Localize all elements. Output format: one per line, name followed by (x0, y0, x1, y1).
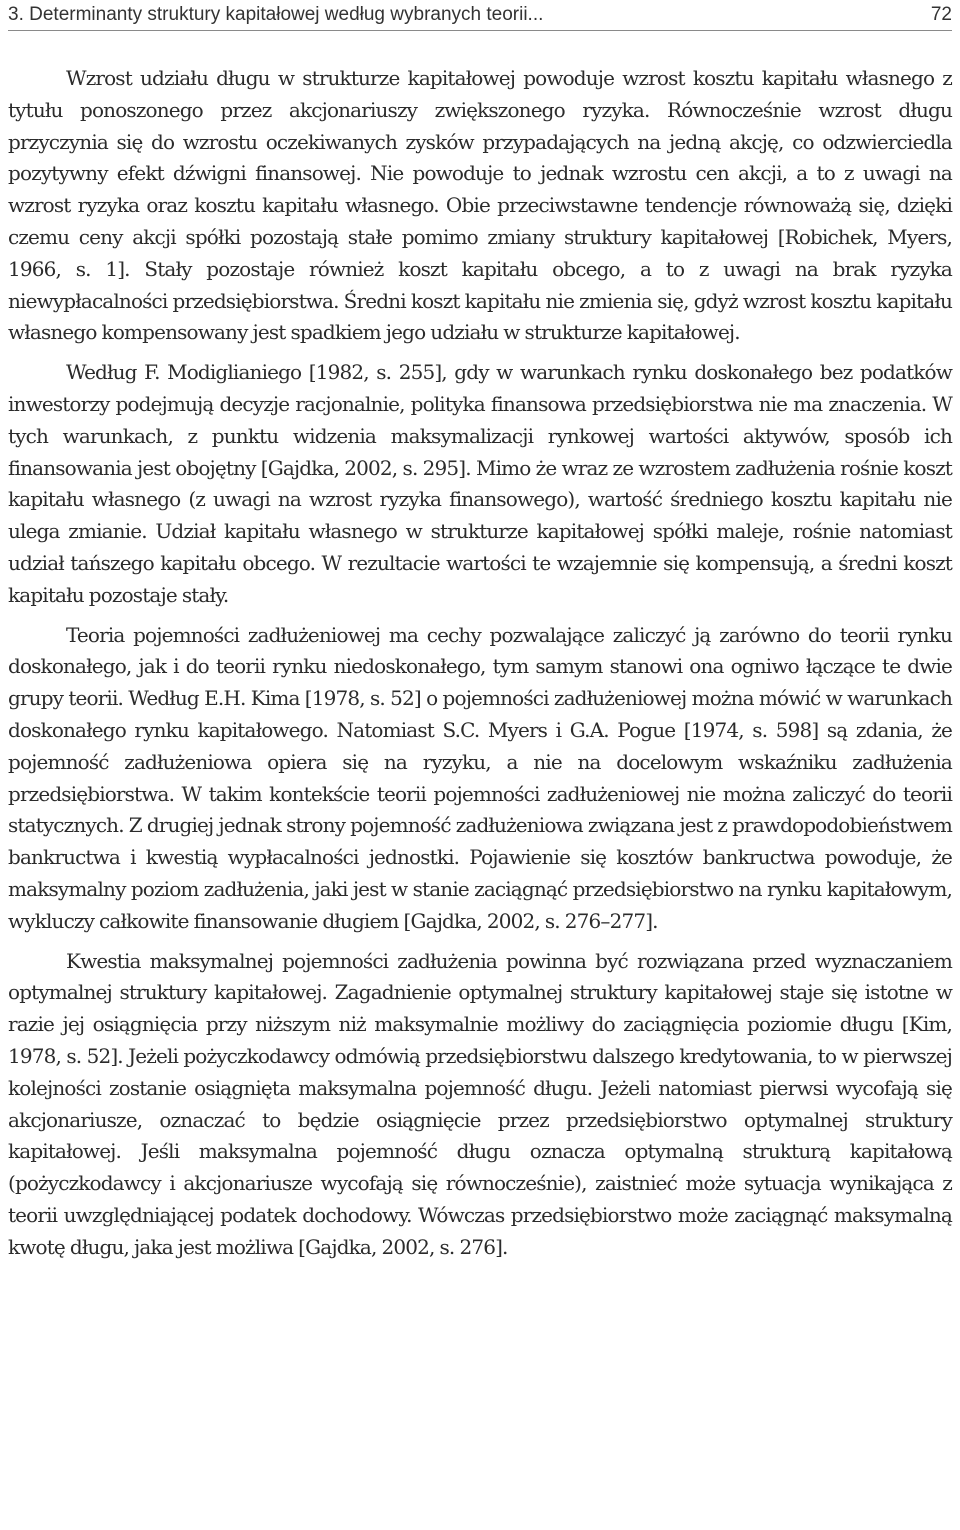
chapter-title: 3. Determinanty struktury kapitałowej według wybranych teorii... (8, 4, 544, 25)
body-text (8, 63, 952, 1271)
paragraph: Teoria pojemności zadłużeniowej ma cechy pozwalające zaliczyć ją zarówno do teorii rynku doskonałego, jak i do teorii rynku niedoskonałego, tym samym stanowi ona ogniwo łączące te dwie grupy teorii. Według E.H. Kima [1978, s. 52] o pojemności zadłużeniowej można mówić w warunkach doskonałego rynku kapitałowego. Natomiast S.C. Myers i G.A. Pogue [1974, s. 598] są zdania, że pojemność zadłużeniowa opiera się na ryzyku, a nie na docelowym wskaźniku zadłużenia przedsiębiorstwa. W takim kontekście teorii pojemności zadłużeniowej nie można zaliczyć do teorii statycznych. Z drugiej jednak strony pojemność zadłużeniowa związana jest z prawdopodobieństwem bankructwa i kwestią wypłacalności jednostki. Pojawienie się kosztów bankructwa powoduje, że maksymalny poziom zadłużenia, jaki jest w stanie zaciągnąć przedsiębiorstwo na rynku kapitałowym, wykluczy całkowite finansowanie długiem [Gajdka, 2002, s. 276–277]. (8, 622, 952, 933)
paragraph: Kwestia maksymalnej pojemności zadłużenia powinna być rozwiązana przed wyznaczaniem optymalnej struktury kapitałowej. Zagadnienie optymalnej struktury kapitałowej staje się istotne w razie jej osiągnięcia przy niższym niż maksymalnie możliwy do zaciągnięcia poziomie długu [Kim, 1978, s. 52]. Jeżeli pożyczkodawcy odmówią przedsiębiorstwu dalszego kredytowania, to w pierwszej kolejności zostanie osiągnięta maksymalna pojemność długu. Jeżeli natomiast pierwsi wycofają się akcjonariusze, oznaczać to będzie osiągnięcie przez przedsiębiorstwo optymalnej struktury kapitałowej. Jeśli maksymalna pojemność długu oznacza optymalną strukturą kapitałową (pożyczkodawcy i akcjonariusze wycofają się równocześnie), zaistnieć może sytuacja wynikająca z teorii uwzględniającej podatek dochodowy. Wówczas przedsiębiorstwo może zaciągnąć maksymalną kwotę długu, jaka jest możliwa [Gajdka, 2002, s. 276]. (8, 948, 952, 1259)
page-number: 72 (930, 4, 952, 25)
paragraph: Wzrost udziału długu w strukturze kapitałowej powoduje wzrost kosztu kapitału własnego z tytułu ponoszonego przez akcjonariuszy zwiększonego ryzyka. Równocześnie wzrost długu przyczynia się do wzrostu oczekiwanych zysków przypadających na jedną akcję, co odzwierciedla pozytywny efekt dźwigni finansowej. Nie powoduje to jednak wzrostu cen akcji, a to z uwagi na wzrost ryzyka oraz kosztu kapitału własnego. Obie przeciwstawne tendencje równoważą się, dzięki czemu ceny akcji spółki pozostają stałe pomimo zmiany struktury kapitałowej [Robichek, Myers, 1966, s. 1]. Stały pozostaje również koszt kapitału obcego, a to z uwagi na brak ryzyka niewypłacalności przedsiębiorstwa. Średni koszt kapitału nie zmienia się, gdyż wzrost kosztu kapitału własnego kompensowany jest spadkiem jego udziału w strukturze kapitałowej. (8, 66, 952, 345)
paragraph: Według F. Modiglianiego [1982, s. 255], gdy w warunkach rynku doskonałego bez podatków inwestorzy podejmują decyzje racjonalnie, polityka finansowa przedsiębiorstwa nie ma znaczenia. W tych warunkach, z punktu widzenia maksymalizacji rynkowej wartości aktywów, sposób ich finansowania jest obojętny [Gajdka, 2002, s. 295]. Mimo że wraz ze wzrostem zadłużenia rośnie koszt kapitału własnego (z uwagi na wzrost ryzyka finansowego), wartość średniego kosztu kapitału nie ulega zmianie. Udział kapitału własnego w strukturze kapitałowej spółki maleje, rośnie natomiast udział tańszego kapitału obcego. W rezultacie wartości te wzajemnie się kompensują, a średni koszt kapitału pozostaje stały. (8, 360, 952, 607)
running-header (8, 0, 952, 31)
